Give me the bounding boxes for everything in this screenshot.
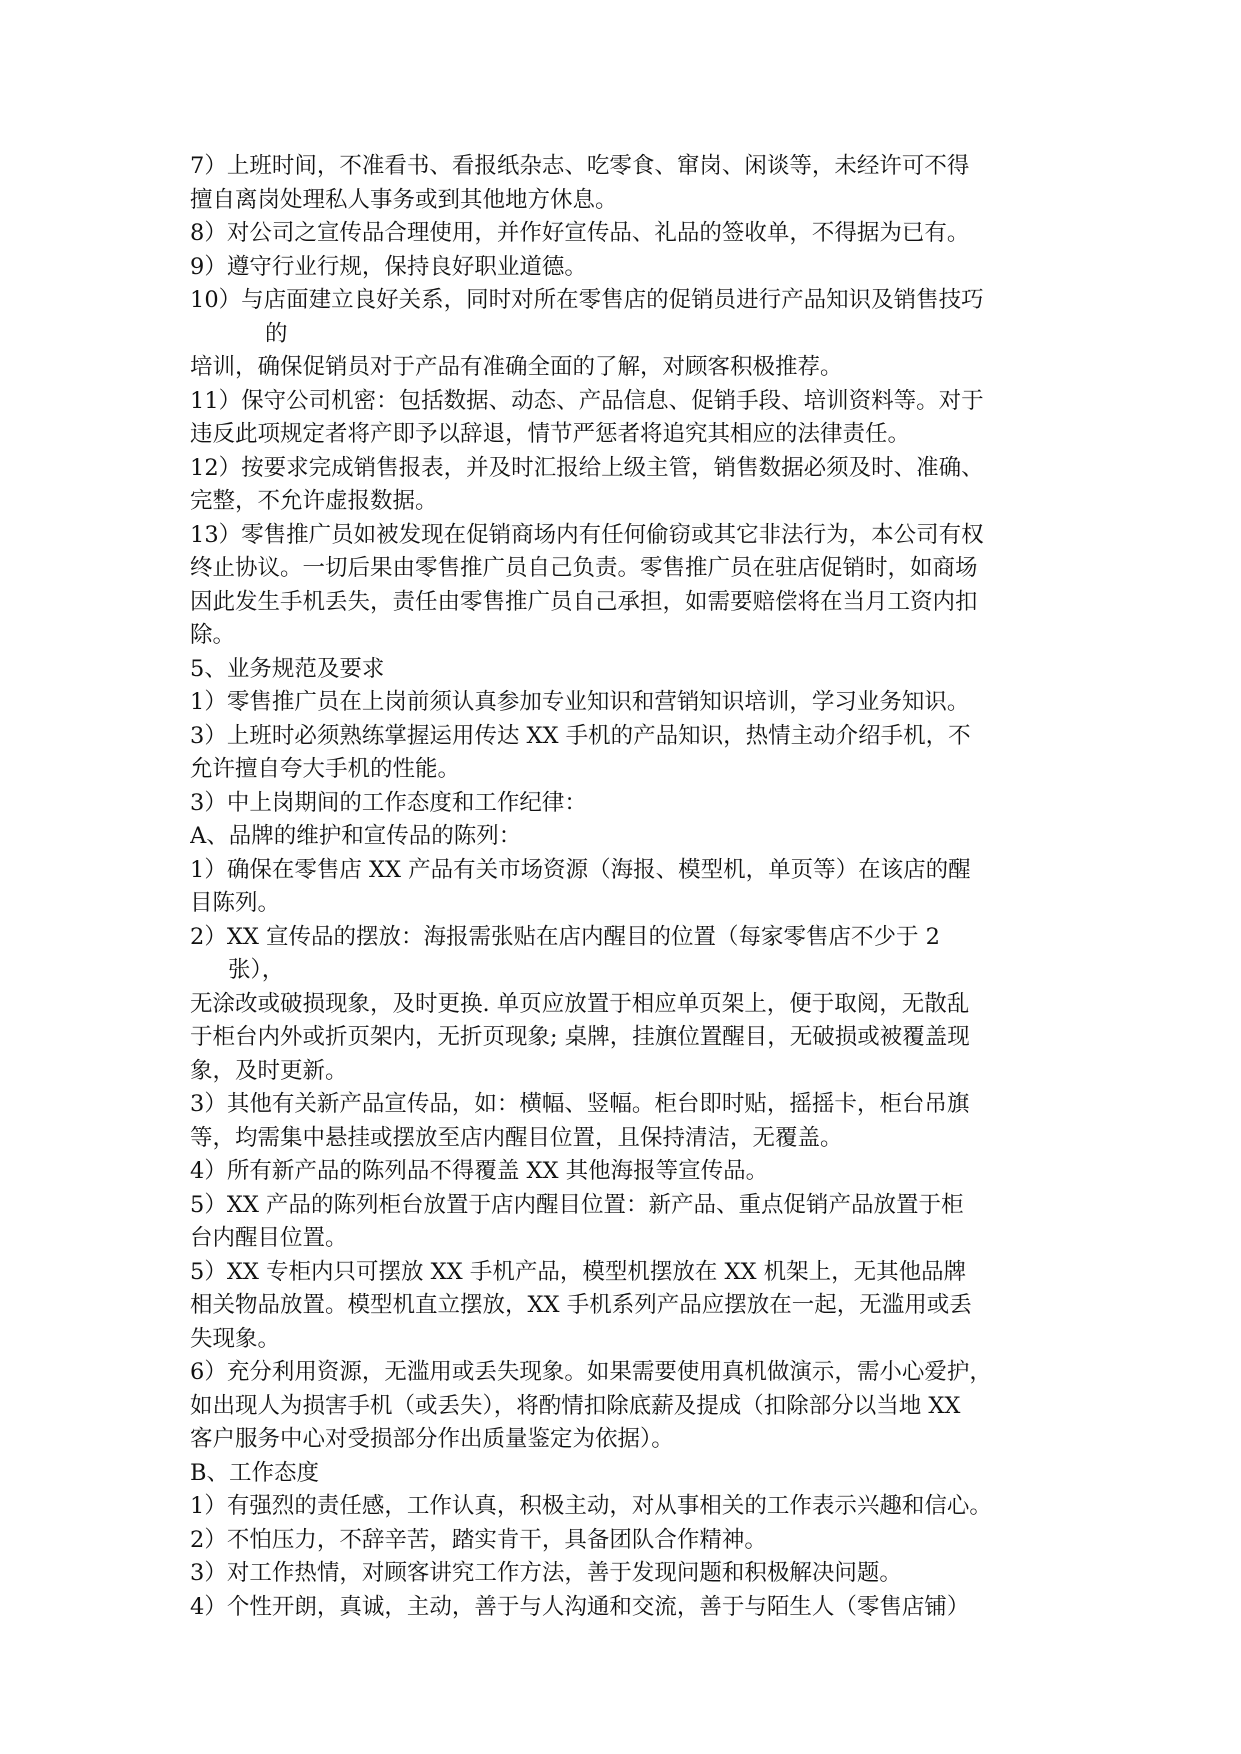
text-line: 象，及时更新。 — [190, 1057, 348, 1084]
text-line: 完整，不允许虚报数据。 — [190, 488, 438, 514]
text-line: 的 — [265, 320, 288, 347]
text-line: 13）零售推广员如被发现在促销商场内有任何偷窃或其它非法行为，本公司有权 — [190, 521, 984, 548]
text-line: 终止协议。一切后果由零售推广员自己负责。零售推广员在驻店促销时，如商场 — [190, 555, 978, 581]
text-line: 4）所有新产品的陈列品不得覆盖 XX 其他海报等宣传品。 — [190, 1158, 769, 1184]
text-line: 相关物品放置。模型机直立摆放，XX 手机系列产品应摆放在一起，无滥用或丢 — [190, 1292, 972, 1318]
text-line: 5）XX 专柜内只可摆放 XX 手机产品，模型机摆放在 XX 机架上，无其他品牌 — [190, 1258, 967, 1285]
text-line: 培训，确保促销员对于产品有准确全面的了解，对顾客积极推荐。 — [190, 354, 843, 380]
text-line: B、工作态度 — [190, 1459, 320, 1486]
text-line: 1）零售推广员在上岗前须认真参加专业知识和营销知识培训，学习业务知识。 — [190, 689, 970, 715]
text-line: 1）确保在零售店 XX 产品有关市场资源（海报、模型机，单页等）在该店的醒 — [190, 856, 971, 883]
text-line: 无涂改或破损现象，及时更换. 单页应放置于相应单页架上，便于取阅，无散乱 — [190, 990, 970, 1017]
text-line: 12）按要求完成销售报表，并及时汇报给上级主管，销售数据必须及时、准确、 — [190, 454, 984, 481]
text-line: 6）充分利用资源，无滥用或丢失现象。如果需要使用真机做演示，需小心爱护， — [190, 1359, 992, 1385]
text-line: 因此发生手机丢失，责任由零售推广员自己承担，如需要赔偿将在当月工资内扣 — [190, 588, 978, 615]
text-line: 1）有强烈的责任感，工作认真，积极主动，对从事相关的工作表示兴趣和信心。 — [190, 1493, 992, 1519]
text-line: 等，均需集中悬挂或摆放至店内醒目位置，且保持清洁，无覆盖。 — [190, 1124, 843, 1151]
text-line: 擅自离岗处理私人事务或到其他地方休息。 — [190, 186, 618, 213]
text-line: 2）XX 宣传品的摆放：海报需张贴在店内醒目的位置（每家零售店不少于 2 — [190, 923, 940, 950]
text-line: 5、业务规范及要求 — [190, 655, 385, 682]
text-line: 11）保守公司机密：包括数据、动态、产品信息、促销手段、培训资料等。对于 — [190, 387, 984, 414]
text-line: 5）XX 产品的陈列柜台放置于店内醒目位置：新产品、重点促销产品放置于柜 — [190, 1191, 964, 1218]
text-line: 9）遵守行业行规，保持良好职业道德。 — [190, 253, 587, 280]
text-line: 如出现人为损害手机（或丢失），将酌情扣除底薪及提成（扣除部分以当地 XX — [190, 1392, 961, 1419]
text-line: 目陈列。 — [190, 890, 281, 916]
text-line: 3）其他有关新产品宣传品，如：横幅、竖幅。柜台即时贴，摇摇卡，柜台吊旗 — [190, 1091, 970, 1117]
text-line: 10）与店面建立良好关系，同时对所在零售店的促销员进行产品知识及销售技巧 — [190, 287, 984, 313]
text-line: 除。 — [190, 622, 236, 648]
text-line: 4）个性开朗，真诚，主动，善于与人沟通和交流，善于与陌生人（零售店铺） — [190, 1593, 970, 1620]
text-line: 8）对公司之宣传品合理使用，并作好宣传品、礼品的签收单，不得据为已有。 — [190, 220, 970, 246]
text-line: A、品牌的维护和宣传品的陈列： — [190, 823, 522, 849]
text-line: 违反此项规定者将产即予以辞退，情节严惩者将追究其相应的法律责任。 — [190, 421, 911, 447]
text-line: 客户服务中心对受损部分作出质量鉴定为依据）。 — [190, 1426, 674, 1452]
text-line: 7）上班时间，不准看书、看报纸杂志、吃零食、窜岗、闲谈等，未经许可不得 — [190, 153, 970, 179]
text-line: 张）， — [228, 957, 285, 983]
document-body — [190, 150, 1050, 1624]
text-line: 失现象。 — [190, 1325, 281, 1352]
text-line: 3）对工作热情，对顾客讲究工作方法，善于发现问题和积极解决问题。 — [190, 1560, 902, 1586]
text-line: 3）上班时必须熟练掌握运用传达 XX 手机的产品知识，热情主动介绍手机，不 — [190, 722, 971, 749]
text-line: 于柜台内外或折页架内，无折页现象; 桌牌，挂旗位置醒目，无破损或被覆盖现 — [190, 1024, 970, 1050]
text-line: 3）中上岗期间的工作态度和工作纪律： — [190, 789, 587, 816]
text-line: 2）不怕压力，不辞辛苦，踏实肯干，具备团队合作精神。 — [190, 1526, 767, 1553]
text-line: 台内醒目位置。 — [190, 1225, 348, 1251]
text-line: 允许擅自夸大手机的性能。 — [190, 756, 461, 782]
